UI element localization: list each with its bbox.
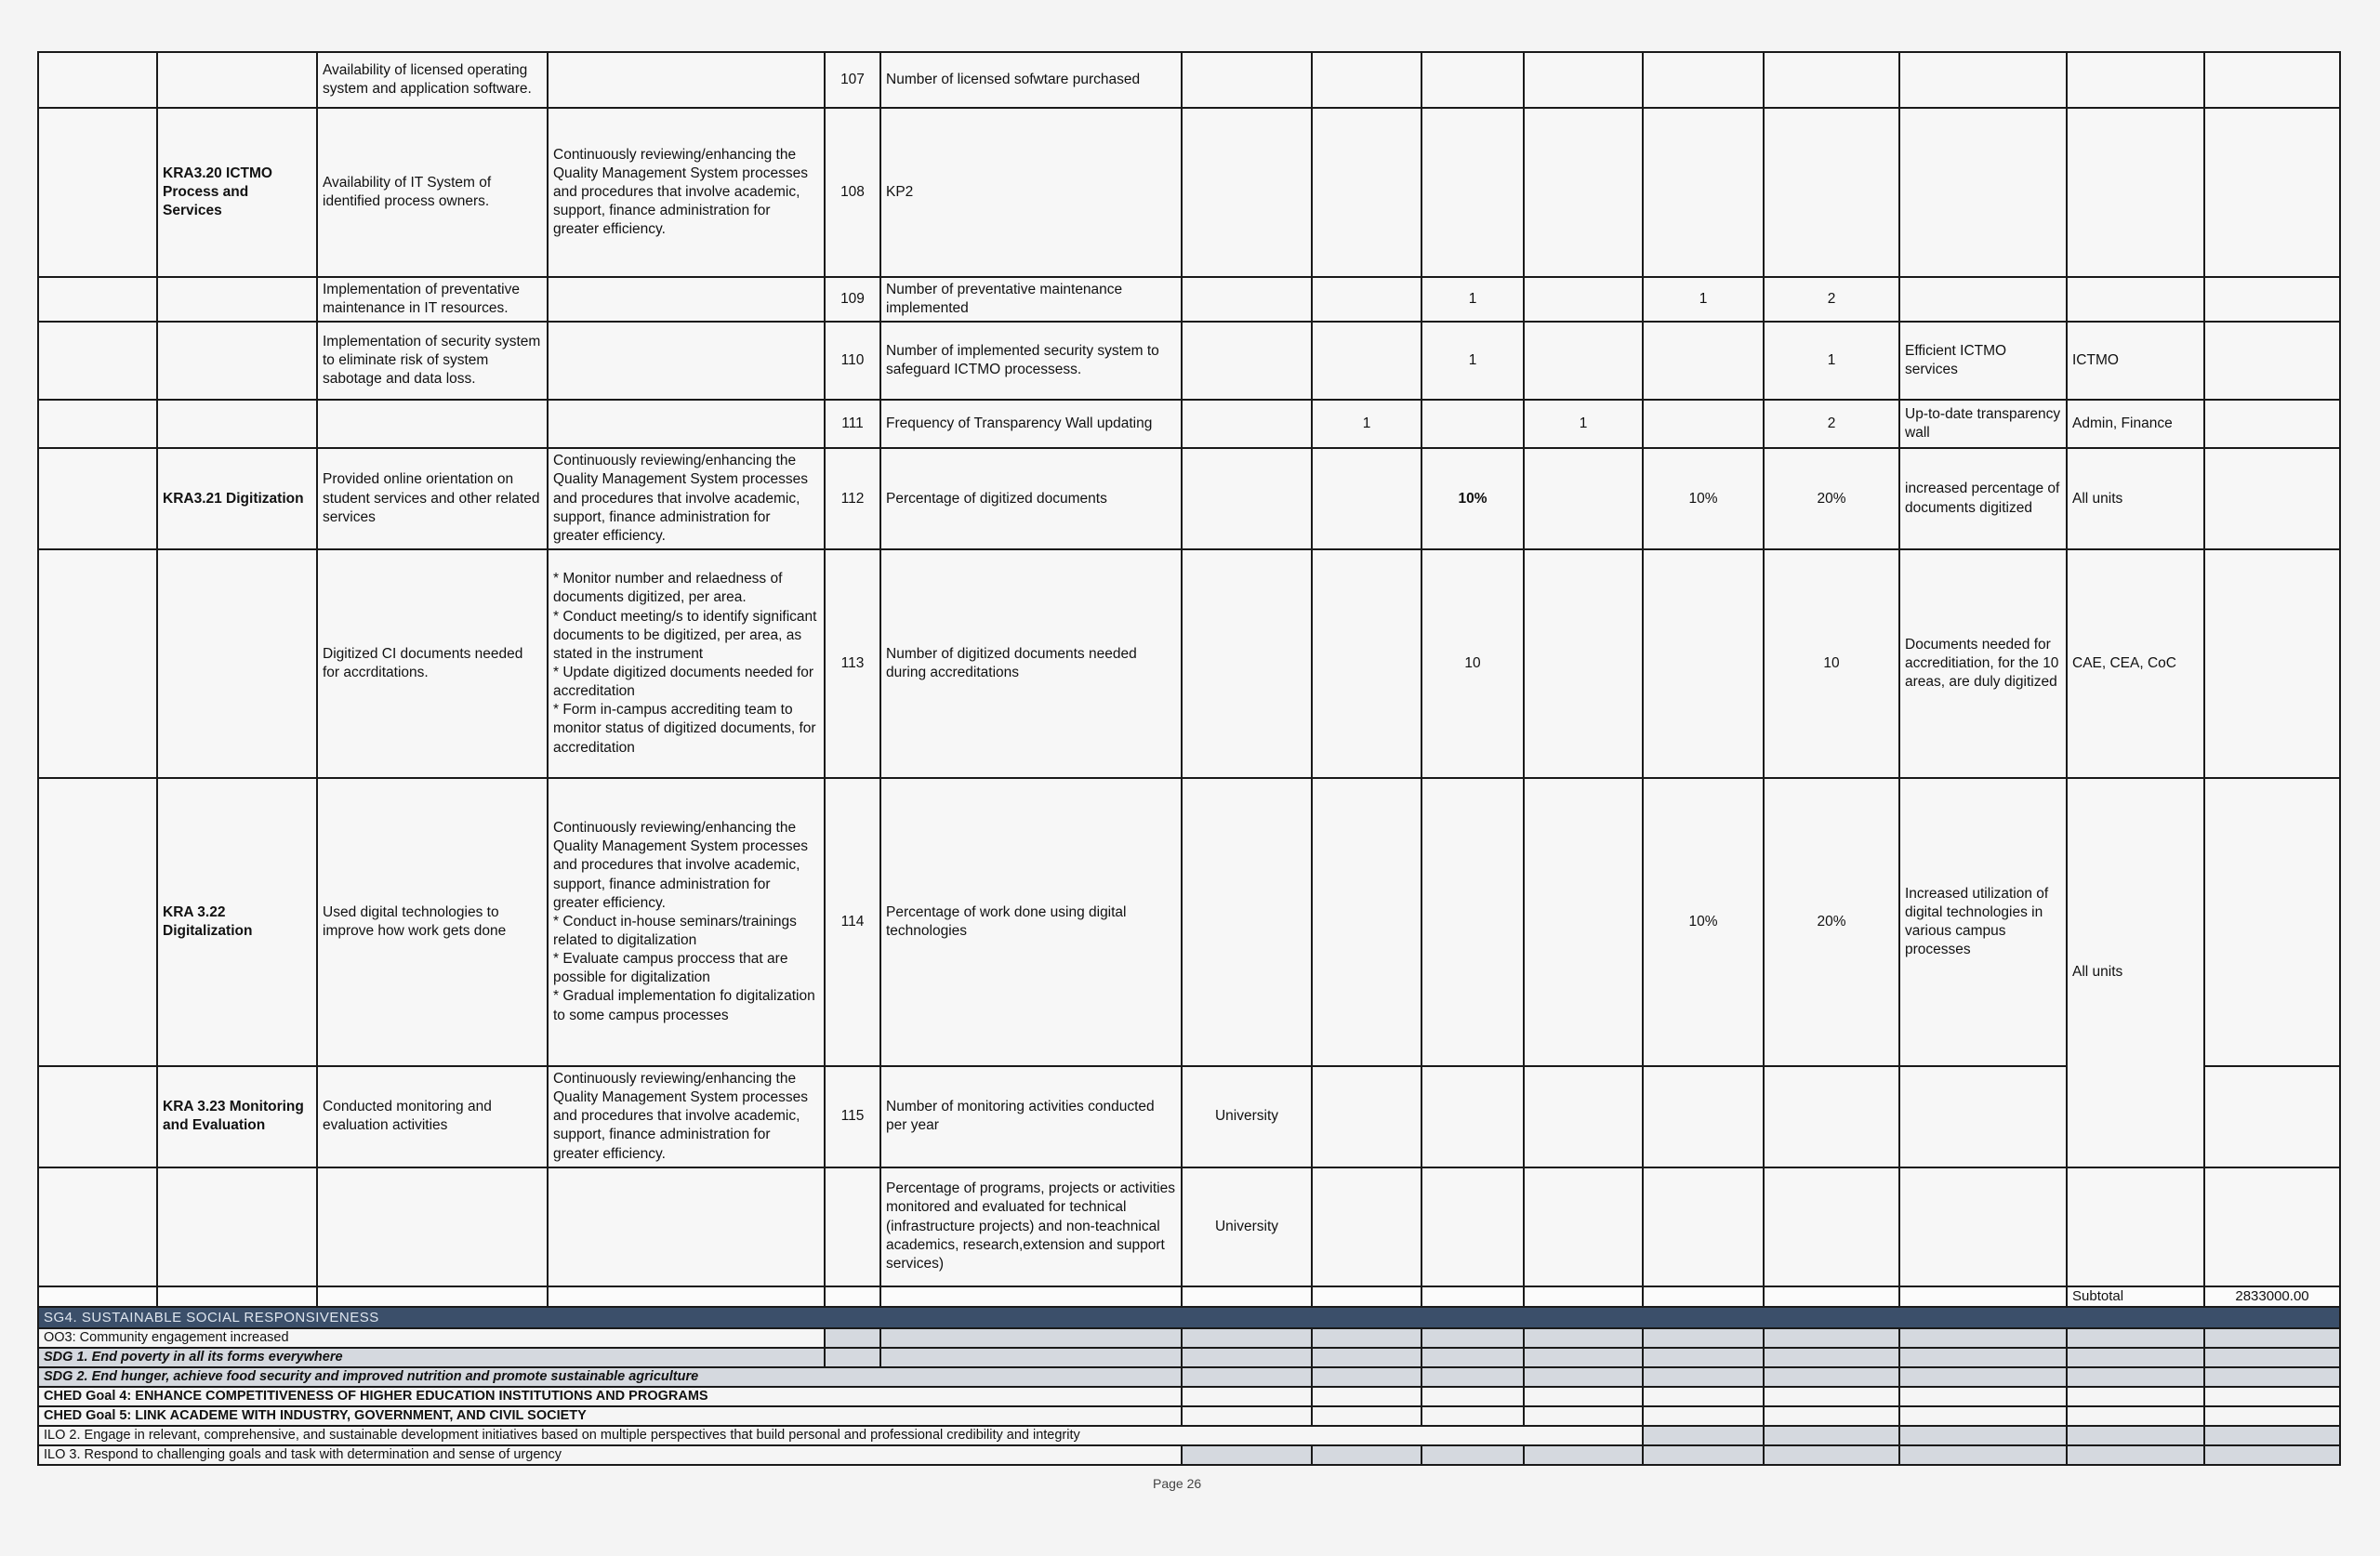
goal-row — [38, 1445, 2340, 1465]
scope-cell: University — [1182, 1066, 1312, 1167]
table-row — [38, 549, 2340, 778]
strategy-cell: Continuously reviewing/enhancing the Quality Management System processes and procedures that involve academic, support, finance administration for greater efficiency. — [548, 1066, 825, 1167]
ched-goal: CHED Goal 4: ENHANCE COMPETITIVENESS OF HIGHER EDUCATION INSTITUTIONS AND PROGRAMS — [38, 1387, 1182, 1406]
subtotal-label: Subtotal — [2067, 1286, 2204, 1307]
target-cell: Percentage of work done using digital technologies — [880, 778, 1182, 1066]
unit-cell: All units — [2067, 448, 2204, 549]
goal-row — [38, 1426, 2340, 1445]
organizational-outcome: OO3: Community engagement increased — [38, 1328, 825, 1348]
indicator-cell: Implementation of preventative maintenance in IT resources. — [317, 277, 548, 322]
ilo-goal: ILO 3. Respond to challenging goals and task with determination and sense of urgency — [38, 1445, 1182, 1465]
q2-value: 10 — [1421, 549, 1524, 778]
row-number: 111 — [825, 400, 880, 448]
goal-row — [38, 1367, 2340, 1387]
indicator-cell: Implementation of security system to eliminate risk of system sabotage and data loss. — [317, 322, 548, 400]
kra-cell: KRA3.21 Digitization — [157, 448, 317, 549]
ilo-goal: ILO 2. Engage in relevant, comprehensive, and sustainable development initiatives based on multiple perspectives that build personal and professional credibility and integrity — [38, 1426, 1643, 1445]
strategy-cell: Continuously reviewing/enhancing the Quality Management System processes and procedures that involve academic, support, finance administration for greater efficiency. — [548, 448, 825, 549]
q4-value: 10% — [1643, 778, 1764, 1066]
outcome-cell: Up-to-date transparency wall — [1899, 400, 2067, 448]
table-row — [38, 277, 2340, 322]
kra-cell: KRA 3.22 Digitalization — [157, 778, 317, 1066]
indicator-cell: Provided online orientation on student services and other related services — [317, 448, 548, 549]
operational-plan-table — [37, 51, 2341, 1466]
outcome-cell: Efficient ICTMO services — [1899, 322, 2067, 400]
total-value: 10 — [1764, 549, 1899, 778]
q2-value: 10% — [1421, 448, 1524, 549]
row-number: 113 — [825, 549, 880, 778]
unit-cell: CAE, CEA, CoC — [2067, 549, 2204, 778]
row-number: 110 — [825, 322, 880, 400]
strategy-cell — [548, 52, 825, 108]
target-cell: Frequency of Transparency Wall updating — [880, 400, 1182, 448]
target-cell: Number of digitized documents needed during accreditations — [880, 549, 1182, 778]
table-row — [38, 108, 2340, 277]
q2-value: 1 — [1421, 322, 1524, 400]
table-row — [38, 52, 2340, 108]
section-band — [38, 1307, 2340, 1329]
total-value: 1 — [1764, 322, 1899, 400]
total-value: 20% — [1764, 778, 1899, 1066]
target-cell: KP2 — [880, 108, 1182, 277]
goal-row — [38, 1406, 2340, 1426]
outcome-cell: Increased utilization of digital technologies in various campus processes — [1899, 778, 2067, 1066]
row-number: 107 — [825, 52, 880, 108]
indicator-cell: Availability of IT System of identified process owners. — [317, 108, 548, 277]
kra-cell: KRA3.20 ICTMO Process and Services — [157, 108, 317, 277]
target-cell: Number of licensed sofwtare purchased — [880, 52, 1182, 108]
q1-value: 1 — [1312, 400, 1421, 448]
goal-row — [38, 1328, 2340, 1348]
table-row — [38, 322, 2340, 400]
table-row — [38, 1167, 2340, 1286]
indicator-cell: Used digital technologies to improve how work gets done — [317, 778, 548, 1066]
table-row — [38, 400, 2340, 448]
row-number: 108 — [825, 108, 880, 277]
strategy-cell: * Monitor number and relaedness of documents digitized, per area. * Conduct meeting/s to identify significant documents to be digitized, per area, as stated in the instrument * Update digitized documents needed for accreditation * Form in-campus accrediting team to monitor status of digitized documents, for accreditation — [548, 549, 825, 778]
table-row — [38, 1066, 2340, 1167]
target-cell: Number of preventative maintenance implemented — [880, 277, 1182, 322]
q2-value: 1 — [1421, 277, 1524, 322]
kra-cell: KRA 3.23 Monitoring and Evaluation — [157, 1066, 317, 1167]
goal-cell — [38, 52, 157, 108]
table-row — [38, 448, 2340, 549]
ched-goal: CHED Goal 5: LINK ACADEME WITH INDUSTRY, GOVERNMENT, AND CIVIL SOCIETY — [38, 1406, 1182, 1426]
row-number: 114 — [825, 778, 880, 1066]
sdg-goal: SDG 2. End hunger, achieve food security and improved nutrition and promote sustainable agriculture — [38, 1367, 1182, 1387]
goal-row — [38, 1348, 2340, 1367]
indicator-cell: Availability of licensed operating system and application software. — [317, 52, 548, 108]
kra-cell — [157, 52, 317, 108]
target-cell: Percentage of programs, projects or activities monitored and evaluated for technical (infrastructure projects) and non-teachnical academics, research,extension and support services) — [880, 1167, 1182, 1286]
q3-value: 1 — [1524, 400, 1643, 448]
section-title: SG4. SUSTAINABLE SOCIAL RESPONSIVENESS — [38, 1307, 2340, 1329]
strategy-cell: Continuously reviewing/enhancing the Quality Management System processes and procedures that involve academic, support, finance administration for greater efficiency. — [548, 108, 825, 277]
total-value: 20% — [1764, 448, 1899, 549]
target-cell: Percentage of digitized documents — [880, 448, 1182, 549]
indicator-cell: Digitized CI documents needed for accrditations. — [317, 549, 548, 778]
row-number: 109 — [825, 277, 880, 322]
outcome-cell: increased percentage of documents digitized — [1899, 448, 2067, 549]
unit-cell: Admin, Finance — [2067, 400, 2204, 448]
outcome-cell: Documents needed for accreditiation, for the 10 areas, are duly digitized — [1899, 549, 2067, 778]
unit-cell: ICTMO — [2067, 322, 2204, 400]
q4-value: 10% — [1643, 448, 1764, 549]
target-cell: Number of monitoring activities conducted per year — [880, 1066, 1182, 1167]
row-number: 115 — [825, 1066, 880, 1167]
subtotal-value: 2833000.00 — [2204, 1286, 2340, 1307]
target-cell: Number of implemented security system to safeguard ICTMO processess. — [880, 322, 1182, 400]
scope-cell: University — [1182, 1167, 1312, 1286]
total-value: 2 — [1764, 400, 1899, 448]
table-row — [38, 778, 2340, 1066]
q4-value: 1 — [1643, 277, 1764, 322]
total-value: 2 — [1764, 277, 1899, 322]
sdg-goal: SDG 1. End poverty in all its forms everywhere — [38, 1348, 825, 1367]
indicator-cell: Conducted monitoring and evaluation activities — [317, 1066, 548, 1167]
unit-cell: All units — [2067, 778, 2204, 1167]
goal-row — [38, 1387, 2340, 1406]
subtotal-row — [38, 1286, 2340, 1307]
document-page — [37, 51, 2339, 1466]
page-number: Page 26 — [1153, 1476, 1202, 1491]
row-number: 112 — [825, 448, 880, 549]
strategy-cell: Continuously reviewing/enhancing the Quality Management System processes and procedures that involve academic, support, finance administration for greater efficiency. * Conduct in-house seminars/trainings related to digitalization * Evaluate campus proccess that are possible for digitalization * Gradual implementation fo digitalization to some campus processes — [548, 778, 825, 1066]
